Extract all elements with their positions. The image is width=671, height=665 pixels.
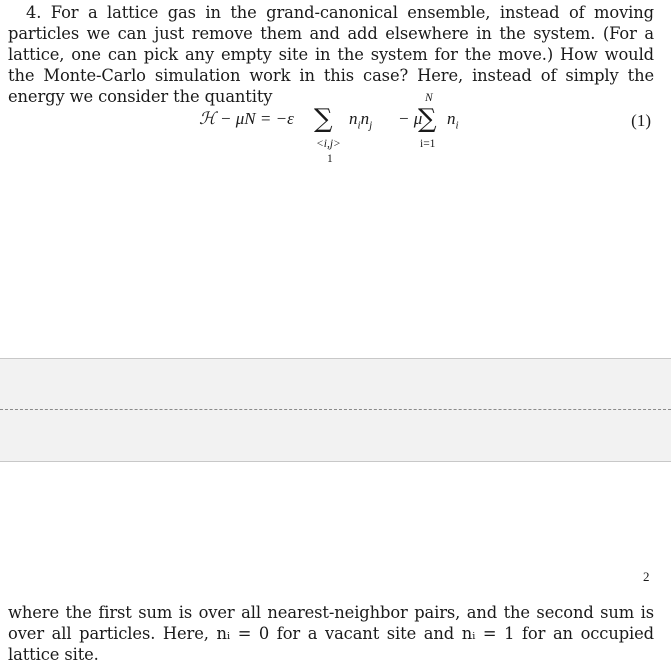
sum2-upper-limit: N (425, 92, 433, 104)
sum-symbol-1: ∑ (314, 104, 333, 134)
equation-lhs: ℋ − μN = −ε (199, 109, 294, 128)
equation-1 (0, 92, 671, 172)
equation-number: (1) (631, 111, 651, 130)
minus-mu: − μ (398, 109, 423, 128)
term2: $n_i$ (447, 109, 459, 132)
problem-text: 4. For a lattice gas in the grand-canonical ensemble, instead of moving particles we can just remove them and add elsewhere in the system. (For a lattice, one can pick any empty site in the system for the move.) How would the Monte-Carlo simulation work in this case? Here, instead of simply the energy we consider the quantity (8, 3, 654, 106)
sum2-lower-limit: i=1 (420, 138, 436, 150)
page-break-gap (0, 358, 671, 462)
sum-symbol-2: ∑ (418, 104, 437, 134)
sum1-lower-limit: <i,j> (316, 138, 341, 150)
sum1-below-label: 1 (327, 153, 333, 165)
page-break-line (0, 409, 671, 410)
continuation-text: where the first sum is over all nearest-neighbor pairs, and the second sum is over all particles. Here, nᵢ = 0 for a vacant site and nᵢ = 1 for an occupied lattice site. (8, 603, 654, 664)
page-number: 2 (643, 569, 650, 584)
continuation-paragraph (8, 602, 654, 665)
term1: $n_in_j$ (349, 109, 373, 132)
